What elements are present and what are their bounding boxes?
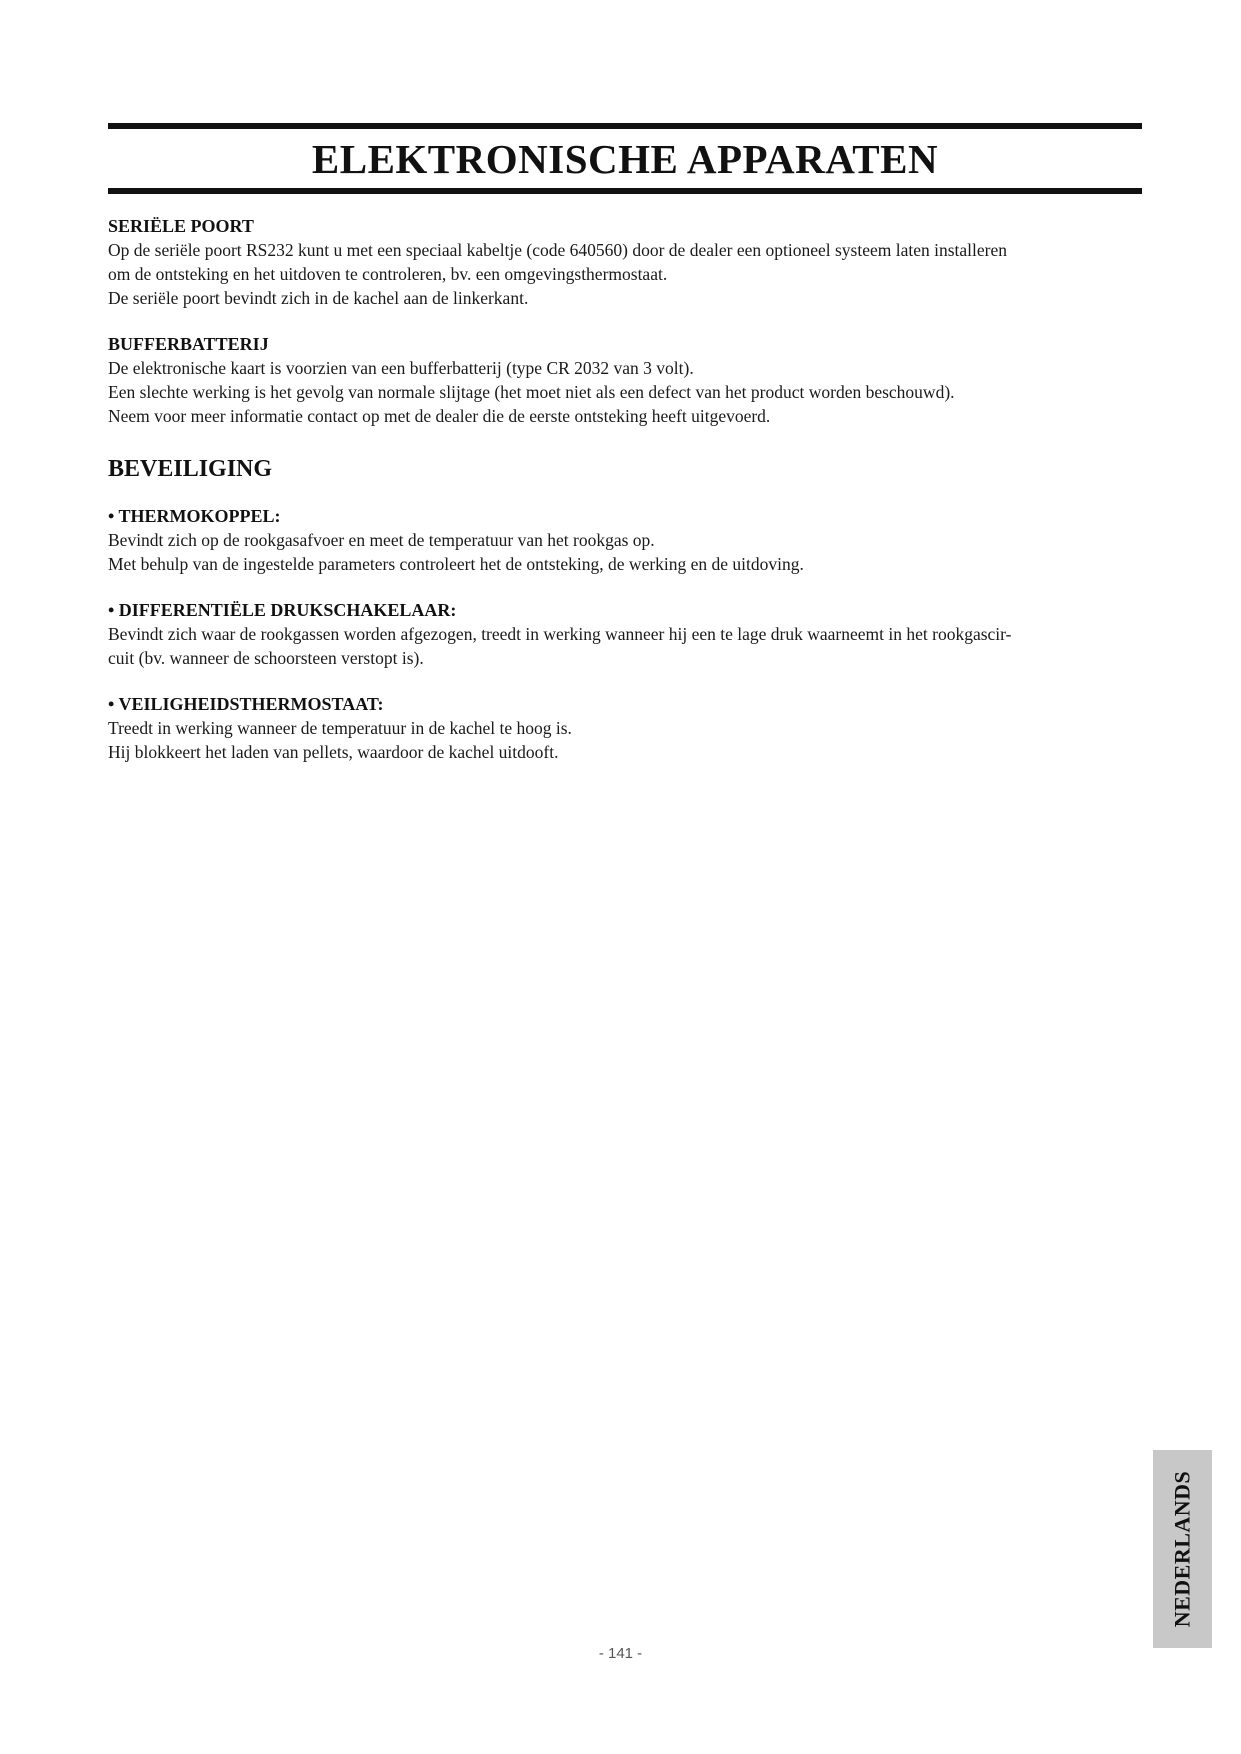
buffer-battery-line: Een slechte werking is het gevolg van normale slijtage (het moet niet als een defect van het product worden beschouwd).: [108, 382, 955, 402]
thermocouple-block: [108, 504, 1128, 576]
pressure-switch-block: [108, 598, 1128, 670]
serial-port-line: Op de seriële poort RS232 kunt u met een speciaal kabeltje (code 640560) door de dealer een optioneel systeem laten installeren: [108, 240, 1008, 260]
page-content: [108, 214, 1128, 786]
security-heading: BEVEILIGING: [108, 456, 273, 482]
bottom-rule: [108, 188, 1142, 194]
language-tab: [1153, 1450, 1212, 1648]
thermocouple-heading: • THERMOKOPPEL:: [108, 506, 281, 526]
language-tab-label: NEDERLANDS: [1169, 1470, 1195, 1628]
serial-port-heading: SERIËLE POORT: [108, 216, 254, 236]
pressure-switch-line: Bevindt zich waar de rookgassen worden afgezogen, treedt in werking wanneer hij een te lage druk waarneemt in het rookgascir-: [108, 624, 1012, 644]
buffer-battery-line: De elektronische kaart is voorzien van een bufferbatterij (type CR 2032 van 3 volt).: [108, 358, 694, 378]
serial-port-line: De seriële poort bevindt zich in de kachel aan de linkerkant.: [108, 288, 529, 308]
title-band: [108, 123, 1142, 194]
page-number: - 141 -: [598, 1645, 643, 1662]
safety-thermostat-block: [108, 692, 1128, 764]
serial-port-line: om de ontsteking en het uitdoven te controleren, bv. een omgevingsthermostaat.: [108, 264, 668, 284]
section-security: [108, 454, 1128, 764]
buffer-battery-heading: BUFFERBATTERIJ: [108, 334, 269, 354]
safety-thermostat-line: Treedt in werking wanneer de temperatuur in de kachel te hoog is.: [108, 718, 572, 738]
section-buffer-battery: [108, 332, 1128, 428]
pressure-switch-heading: • DIFFERENTIËLE DRUKSCHAKELAAR:: [108, 600, 457, 620]
safety-thermostat-heading: • VEILIGHEIDSTHERMOSTAAT:: [108, 694, 384, 714]
page-title: ELEKTRONISCHE APPARATEN: [311, 136, 939, 182]
thermocouple-line: Bevindt zich op de rookgasafvoer en meet de temperatuur van het rookgas op.: [108, 530, 655, 550]
thermocouple-line: Met behulp van de ingestelde parameters controleert het de ontsteking, de werking en de uitdoving.: [108, 554, 804, 574]
safety-thermostat-line: Hij blokkeert het laden van pellets, waardoor de kachel uitdooft.: [108, 742, 559, 762]
buffer-battery-line: Neem voor meer informatie contact op met de dealer die de eerste ontsteking heeft uitgevoerd.: [108, 406, 771, 426]
pressure-switch-line: cuit (bv. wanneer de schoorsteen verstopt is).: [108, 648, 424, 668]
section-serial-port: [108, 214, 1128, 310]
